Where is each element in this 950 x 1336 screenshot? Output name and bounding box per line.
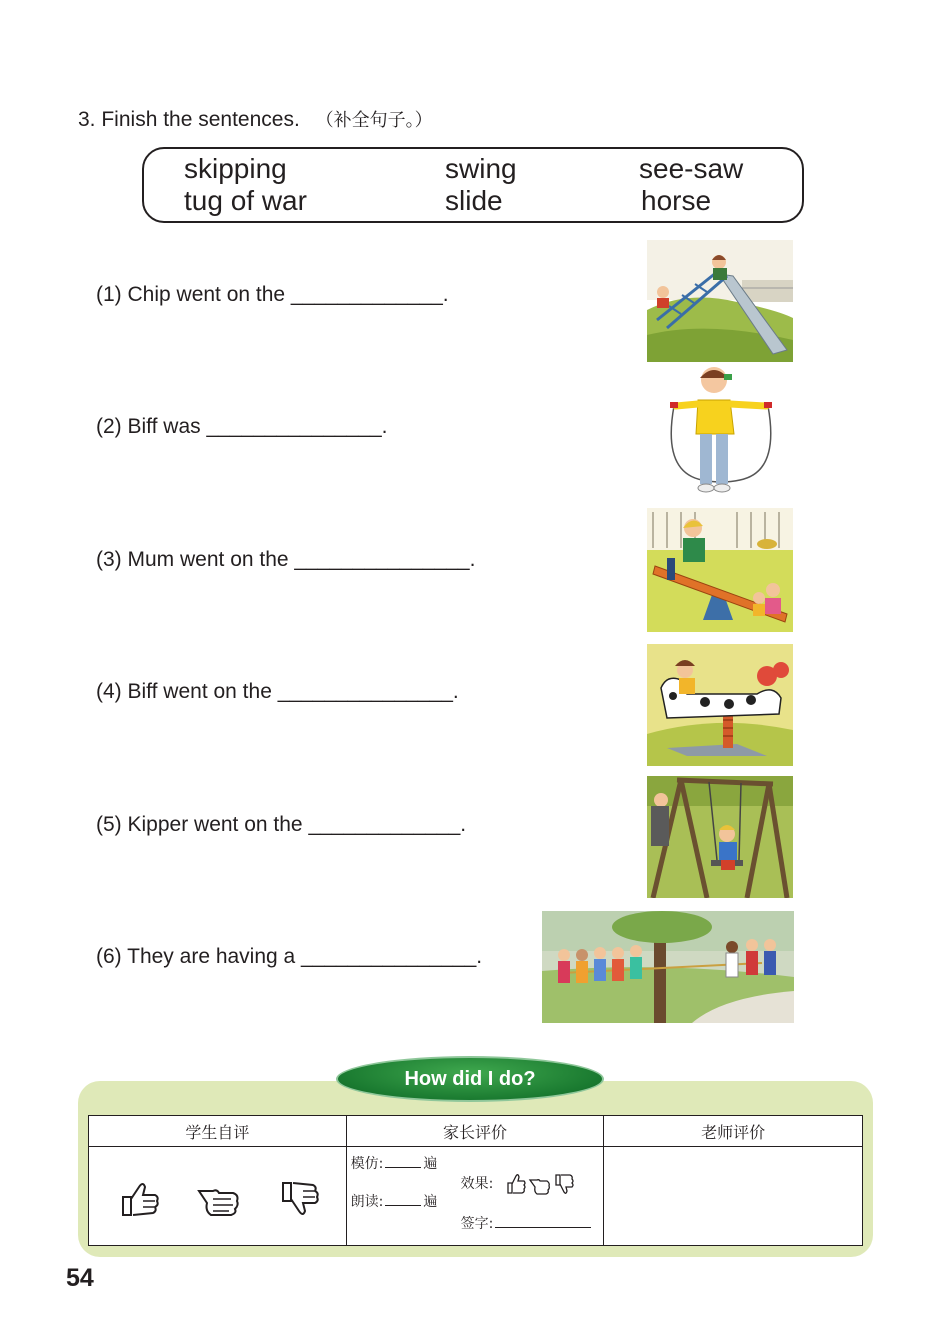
page-number: 54 [66, 1264, 94, 1292]
teacher-eval-header: 老师评价 [604, 1116, 863, 1147]
swing-picture [647, 776, 793, 898]
sentence-1: (1) Chip went on the _____________. [96, 283, 449, 306]
instruction-text-cn: （补全句子。） [315, 110, 433, 131]
read-row [351, 1191, 438, 1211]
exercise-instruction [78, 106, 433, 132]
imitate-row [351, 1153, 438, 1173]
parent-signature-field[interactable] [495, 1227, 591, 1228]
word-bank-item: see-saw [639, 153, 744, 184]
word-bank-item: slide [445, 185, 503, 216]
evaluation-title-badge: How did I do? [336, 1056, 604, 1102]
teacher-eval-cell[interactable] [604, 1147, 863, 1246]
thumbs-sideways-icon[interactable] [197, 1179, 241, 1219]
effect-label: 效果: [460, 1176, 494, 1192]
effect-rating-icons[interactable] [504, 1173, 576, 1195]
imitate-times-unit: 遍 [423, 1156, 438, 1172]
exercise-number: 3. [78, 108, 96, 131]
horse-picture [647, 644, 793, 766]
imitate-label: 模仿: [350, 1156, 384, 1172]
sign-row [461, 1213, 592, 1233]
sentence-4: (4) Biff went on the _______________. [96, 680, 459, 703]
word-bank [142, 147, 804, 223]
parent-eval-header: 家长评价 [346, 1116, 604, 1147]
sentence-5: (5) Kipper went on the _____________. [96, 813, 467, 836]
parent-eval-cell [346, 1147, 604, 1246]
read-label: 朗读: [350, 1194, 384, 1210]
evaluation-header-row [89, 1116, 863, 1147]
tug-of-war-picture [542, 911, 794, 1023]
read-count-field[interactable] [385, 1205, 421, 1206]
student-self-eval-header: 学生自评 [89, 1116, 347, 1147]
effect-row [461, 1173, 576, 1195]
slide-picture [647, 240, 793, 362]
word-bank-item: skipping [184, 153, 287, 184]
skipping-picture [662, 362, 780, 496]
imitate-count-field[interactable] [385, 1167, 421, 1168]
word-bank-item: horse [641, 185, 712, 216]
evaluation-table [88, 1115, 863, 1246]
see-saw-picture [647, 508, 793, 632]
word-bank-item: swing [445, 153, 517, 184]
instruction-text: Finish the sentences. [101, 108, 300, 131]
sentence-2: (2) Biff was _______________. [96, 415, 388, 438]
sentence-3: (3) Mum went on the _______________. [96, 548, 476, 571]
sign-label: 签字: [460, 1216, 494, 1232]
thumbs-down-icon[interactable] [277, 1179, 321, 1219]
student-self-eval-cell [89, 1147, 347, 1246]
thumbs-up-icon[interactable] [117, 1179, 161, 1219]
read-times-unit: 遍 [423, 1194, 438, 1210]
word-bank-item: tug of war [184, 185, 307, 216]
evaluation-body-row [89, 1147, 863, 1246]
sentence-6: (6) They are having a _______________. [96, 945, 483, 968]
